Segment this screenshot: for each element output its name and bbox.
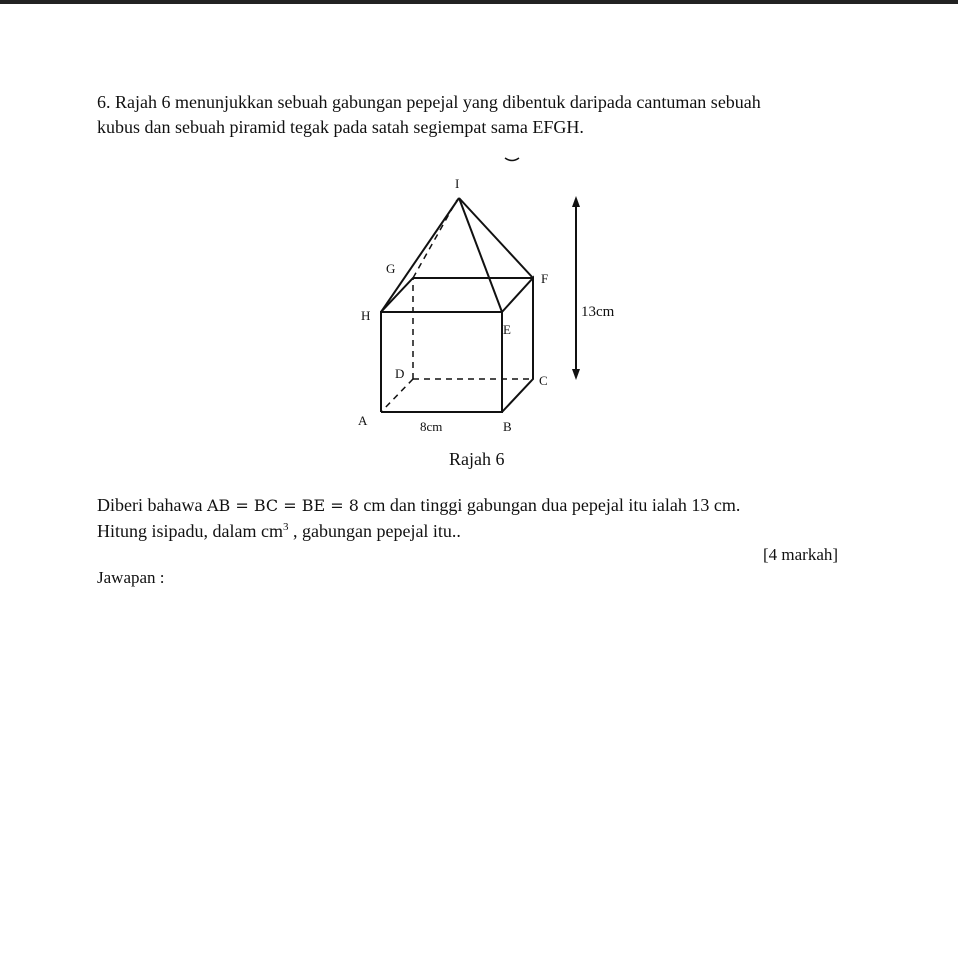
stray-mark [505,158,519,161]
pyramid-edge-ie [459,198,502,312]
given-math: AB = BC = BE = 8 [206,496,359,515]
given-line [97,495,740,516]
given-prefix: Diberi bahawa [97,495,207,515]
label-i: I [455,176,460,191]
label-h: H [361,308,371,323]
pyramid-edge-if [459,198,533,278]
label-f: F [541,271,549,286]
label-e: E [503,322,511,337]
label-c: C [539,373,548,388]
ask-line [97,521,461,542]
ask-unit: cm [260,521,283,541]
label-d: D [395,366,405,381]
cube-top-edges [381,278,533,312]
ask-suffix: , gabungan pepejal itu.. [288,521,461,541]
marks: [4 markah] [763,545,839,564]
ask-exponent: 3 [282,521,289,533]
question-line-2: kubus dan sebuah piramid tegak pada satah segiempat sama EFGH. [97,117,584,137]
arrow-head-up [572,196,580,207]
label-b: B [503,419,512,434]
arrow-head-down [572,369,580,380]
pyramid-edge-ih [381,198,459,312]
label-height: 13cm [581,304,615,320]
figure-caption: Rajah 6 [449,449,505,469]
hidden-edge-da [381,379,413,412]
cube-side-edges [502,278,533,412]
answer-label: Jawapan : [97,568,165,587]
label-g: G [386,261,396,276]
cube-front-face [381,312,502,412]
question-line-1: 6. Rajah 6 menunjukkan sebuah gabungan pepejal yang dibentuk daripada cantuman sebuah [97,92,761,112]
label-base-length: 8cm [420,419,443,434]
given-suffix: cm dan tinggi gabungan dua pepejal itu ialah 13 cm. [358,495,741,515]
label-a: A [358,413,368,428]
ask-prefix: Hitung isipadu, dalam [97,521,261,541]
